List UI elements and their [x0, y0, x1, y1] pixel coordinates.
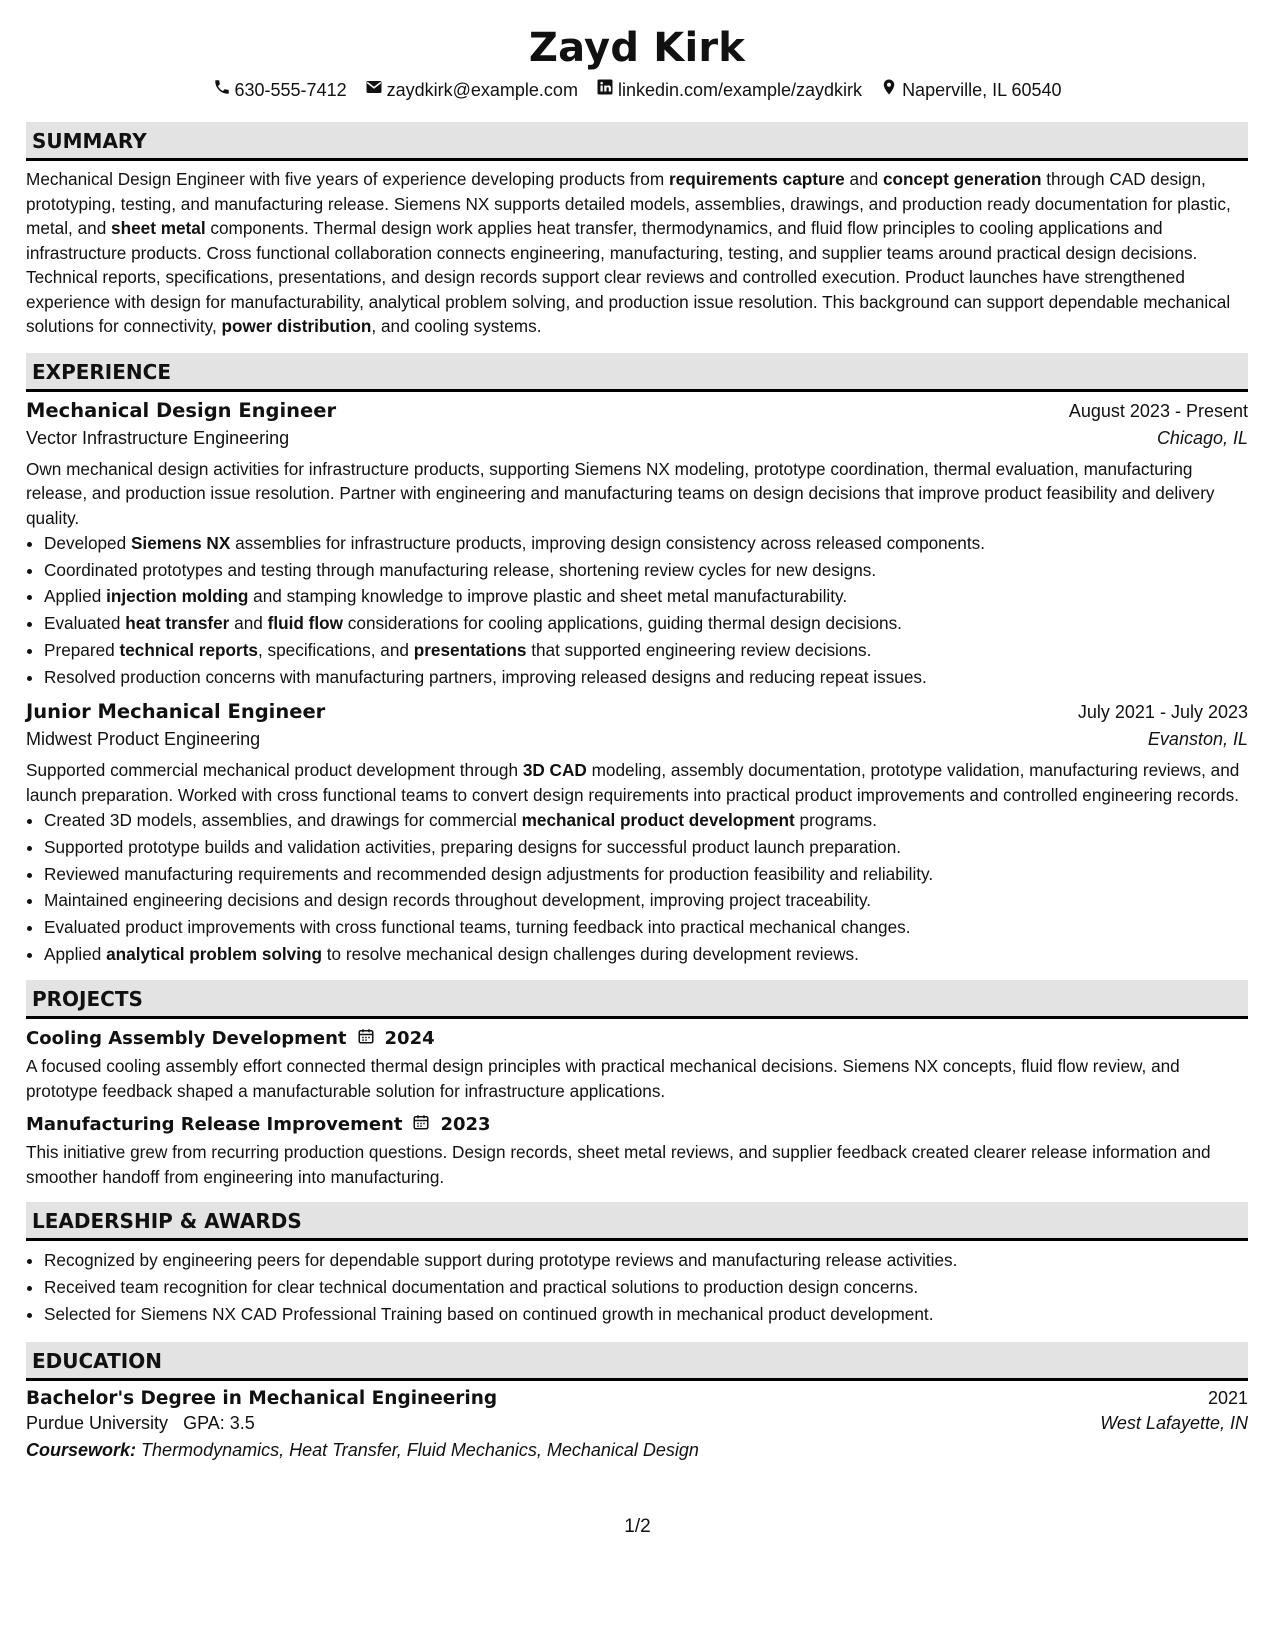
- job-bullets: [26, 530, 1248, 690]
- project-description: This initiative grew from recurring production questions. Design records, sheet metal reviews, and supplier feedback created clearer release information and smoother handoff from engineering into manufacturing.: [26, 1142, 1211, 1187]
- bold-phrase: technical reports: [119, 639, 258, 660]
- list-item: • Evaluated product improvements with cross functional teams, turning feedback into practical mechanical changes.: [44, 914, 1248, 941]
- job-header: [26, 700, 1248, 723]
- list-item: • Selected for Siemens NX CAD Professional Training based on continued growth in mechanical product development.: [44, 1301, 1248, 1328]
- bold-phrase: mechanical product development: [521, 810, 795, 831]
- project-year: 2023: [440, 1114, 491, 1136]
- candidate-name: Zayd Kirk: [528, 25, 746, 71]
- envelope-icon: [365, 78, 383, 102]
- job-title: Mechanical Design Engineer: [26, 398, 337, 422]
- bold-phrase: injection molding: [106, 586, 249, 607]
- summary-heading: SUMMARY: [26, 122, 1248, 161]
- bold-phrase: heat transfer: [125, 613, 230, 634]
- linkedin-text: linkedin.com/example/zaydkirk: [617, 80, 863, 100]
- bold-phrase: 3D CAD: [522, 760, 587, 781]
- projects-heading: PROJECTS: [26, 980, 1248, 1019]
- project-entry: [26, 1027, 1248, 1103]
- job-description: Supported commercial mechanical product development through 3D CAD modeling, assembly documentation, prototype validation, manufacturing reviews, and launch preparation. Worked with cross functional teams to convert design requirements into practical product improvements and controlled engineering records.: [26, 760, 1240, 805]
- project-description: A focused cooling assembly effort connected thermal design principles with practical mechanical decisions. Siemens NX concepts, fluid flow review, and prototype feedback shaped a manufacturable solution for infrastructure applications.: [26, 1056, 1180, 1101]
- gpa: GPA: 3.5: [183, 1412, 255, 1433]
- job-description: Own mechanical design activities for infrastructure products, supporting Siemens NX modeling, prototype coordination, thermal evaluation, manufacturing release, and production issue resolution. Partner with engineering and manufacturing teams on design decisions that improve product feasibility and delivery quality.: [26, 458, 1215, 528]
- project-entry: [26, 1113, 1248, 1189]
- school-name: Purdue University: [26, 1412, 169, 1433]
- job-header: [26, 399, 1248, 422]
- map-pin-icon: [880, 78, 898, 102]
- coursework-label: Coursework:: [26, 1439, 137, 1460]
- list-item: • Supported prototype builds and validation activities, preparing designs for successful product launch preparation.: [44, 834, 1248, 861]
- email-text: zaydkirk@example.com: [386, 80, 578, 100]
- calendar-icon: [412, 1113, 430, 1136]
- location-text: Naperville, IL 60540: [902, 80, 1062, 100]
- coursework: [26, 1440, 1248, 1461]
- contact-phone: [213, 78, 347, 102]
- job-subheader: [26, 428, 1248, 449]
- phone-text: 630-555-7412: [234, 80, 347, 100]
- job-company: Vector Infrastructure Engineering: [26, 427, 290, 448]
- contact-location: [880, 78, 1061, 102]
- list-item: • Created 3D models, assemblies, and drawings for commercial mechanical product development programs.: [44, 807, 1248, 834]
- leadership-heading: LEADERSHIP & AWARDS: [26, 1202, 1248, 1241]
- job-company: Midwest Product Engineering: [26, 729, 261, 750]
- leadership-bullets: [26, 1247, 1248, 1327]
- bold-phrase: requirements capture: [668, 169, 845, 189]
- list-item: • Developed Siemens NX assemblies for infrastructure products, improving design consistency across released components.: [44, 530, 1248, 557]
- job-subheader: [26, 729, 1248, 750]
- education-subheader: [26, 1413, 1248, 1434]
- summary-text: Mechanical Design Engineer with five years of experience developing products from requirements capture and concept generation through CAD design, prototyping, testing, and manufacturing release. Siemens NX supports detailed models, assemblies, drawings, and production ready documentation for plastic, metal, and sheet metal components. Thermal design work applies heat transfer, thermodynamics, and fluid flow principles to cooling applications and infrastructure products. Cross functional collaboration connects engineering, manufacturing, testing, and supplier teams around practical design decisions. Technical reports, specifications, presentations, and design records support clear reviews and controlled execution. Product launches have strengthened experience with design for manufacturability, analytical problem solving, and production issue resolution. This background can support dependable mechanical solutions for connectivity, power distribution, and cooling systems.: [26, 169, 1231, 336]
- coursework-list: Thermodynamics, Heat Transfer, Fluid Mechanics, Mechanical Design: [141, 1439, 699, 1460]
- project-header: [26, 1113, 1248, 1136]
- school-gpa: [26, 1413, 255, 1434]
- job-entry: [26, 399, 1248, 691]
- linkedin-icon: [596, 78, 614, 102]
- experience-heading: EXPERIENCE: [26, 353, 1248, 392]
- list-item: • Recognized by engineering peers for dependable support during prototype reviews and manufacturing release activities.: [44, 1247, 1248, 1274]
- bold-phrase: fluid flow: [267, 613, 344, 634]
- calendar-icon: [357, 1027, 375, 1050]
- job-dates: August 2023 - Present: [1068, 400, 1248, 421]
- job-bullets: [26, 807, 1248, 967]
- school-location: West Lafayette, IN: [1100, 1412, 1248, 1433]
- project-title: Cooling Assembly Development: [26, 1028, 347, 1050]
- job-entry: [26, 700, 1248, 967]
- bold-phrase: sheet metal: [111, 218, 206, 238]
- job-title: Junior Mechanical Engineer: [26, 700, 326, 724]
- list-item: • Received team recognition for clear technical documentation and practical solutions to production design concerns.: [44, 1274, 1248, 1301]
- bold-phrase: presentations: [413, 639, 527, 660]
- project-title: Manufacturing Release Improvement: [26, 1114, 403, 1136]
- list-item: • Applied analytical problem solving to resolve mechanical design challenges during development reviews.: [44, 941, 1248, 968]
- list-item: • Coordinated prototypes and testing through manufacturing release, shortening review cycles for new designs.: [44, 557, 1248, 584]
- graduation-year: 2021: [1207, 1387, 1248, 1408]
- education-heading: EDUCATION: [26, 1342, 1248, 1381]
- project-year: 2024: [384, 1028, 435, 1050]
- bold-phrase: power distribution: [221, 316, 372, 336]
- bold-phrase: concept generation: [882, 169, 1042, 189]
- education-entry: [26, 1388, 1248, 1461]
- list-item: • Reviewed manufacturing requirements and recommended design adjustments for production feasibility and reliability.: [44, 861, 1248, 888]
- contact-email[interactable]: [365, 78, 578, 102]
- project-header: [26, 1027, 1248, 1050]
- contact-bar: [26, 78, 1248, 102]
- job-location: Evanston, IL: [1147, 729, 1248, 750]
- job-location: Chicago, IL: [1156, 427, 1248, 448]
- bold-phrase: Siemens NX: [130, 533, 231, 553]
- page-number: 1/2: [624, 1516, 651, 1537]
- contact-linkedin[interactable]: [596, 78, 862, 102]
- list-item: • Maintained engineering decisions and design records throughout development, improving project traceability.: [44, 887, 1248, 914]
- bold-phrase: analytical problem solving: [106, 943, 322, 964]
- education-header: [26, 1388, 1248, 1409]
- list-item: • Applied injection molding and stamping knowledge to improve plastic and sheet metal manufacturability.: [44, 583, 1248, 610]
- job-dates: July 2021 - July 2023: [1077, 702, 1248, 723]
- list-item: • Resolved production concerns with manufacturing partners, improving released designs and reducing repeat issues.: [44, 664, 1248, 691]
- list-item: • Prepared technical reports, specifications, and presentations that supported engineering review decisions.: [44, 637, 1248, 664]
- phone-icon: [213, 78, 231, 102]
- list-item: • Evaluated heat transfer and fluid flow considerations for cooling applications, guiding thermal design decisions.: [44, 610, 1248, 637]
- degree-title: Bachelor's Degree in Mechanical Engineering: [26, 1387, 498, 1409]
- resume-page: [26, 0, 1248, 1461]
